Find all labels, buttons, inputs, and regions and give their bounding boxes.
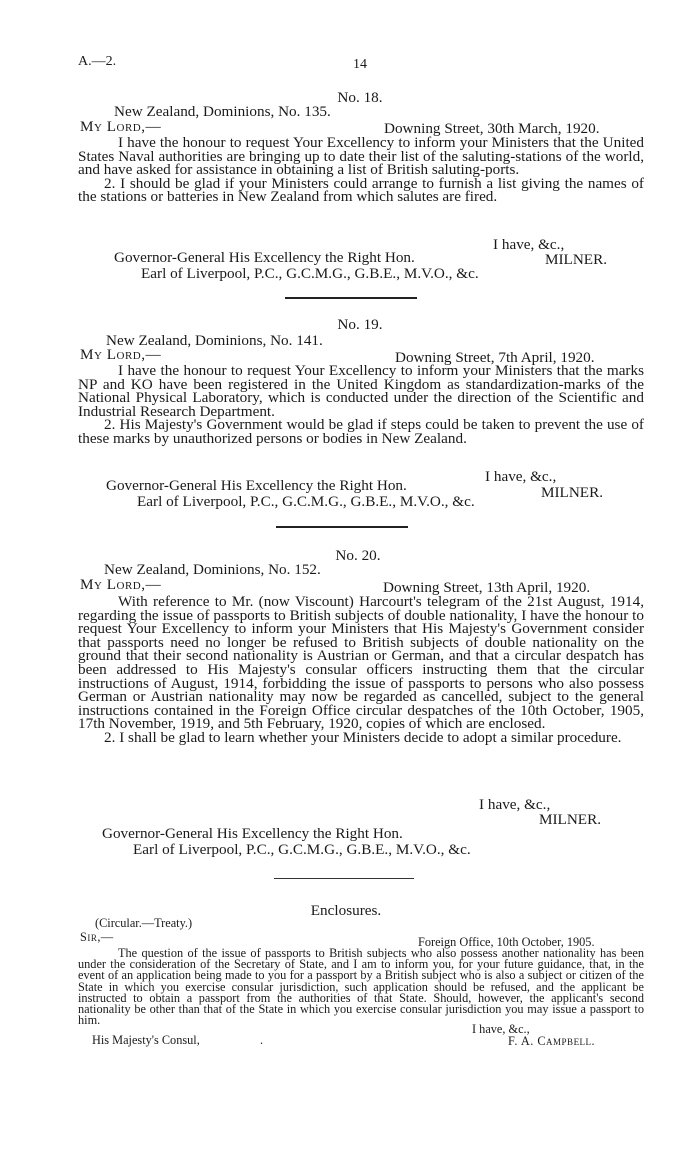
addressee-line: Earl of Liverpool, P.C., G.C.M.G., G.B.E., M.V.O., &c.: [137, 493, 475, 510]
enclosure-body: [78, 948, 644, 1026]
letter-paragraph: I have the honour to request Your Excellency to inform your Ministers that the United States Naval authorities are bringing up to date their list of the saluting-stations of the world, and have asked for assistance in obtaining a list of British saluting-ports.: [78, 134, 644, 179]
letter-signature: MILNER.: [541, 484, 604, 501]
letter-number: No. 20.: [335, 547, 381, 564]
letter-paragraph: I have the honour to request Your Excellency to inform your Ministers that the marks NP and KO have been registered in the United Kingdom as standardization-marks of the National Physical Laboratory, which is conducted under the direction of the Scientific and Industrial Research Department.: [78, 362, 644, 420]
letter-signature: MILNER.: [539, 811, 602, 828]
enclosure-signature: F. A. Campbell.: [508, 1034, 596, 1048]
letter-body: [78, 136, 644, 204]
letter-signature: MILNER.: [545, 251, 608, 268]
enclosure-place-date: Foreign Office, 10th October, 1905.: [418, 935, 595, 949]
section-divider: [274, 878, 414, 879]
letter-salutation: My Lord,—: [80, 346, 162, 363]
enclosure-addressee-mark: .: [260, 1033, 264, 1047]
letter-body: [78, 364, 644, 446]
letter-place-date: Downing Street, 7th April, 1920.: [395, 349, 595, 366]
section-divider: [285, 297, 417, 299]
enclosure-label: (Circular.—Treaty.): [95, 916, 193, 930]
letter-closing: I have, &c.,: [479, 796, 551, 813]
addressee-line: Earl of Liverpool, P.C., G.C.M.G., G.B.E., M.V.O., &c.: [141, 265, 479, 282]
letter-paragraph: With reference to Mr. (now Viscount) Harcourt's telegram of the 21st August, 1914, regarding the issue of passports to British subjects of double nationality, I have the honour to request Your Excellency to inform your Ministers that His Majesty's Government consider that passports need no longer be refused to British subjects of double nationality on the ground that their second nationality is Austrian or German, and that a circular despatch has been addressed to His Majesty's consular officers instructing them that the circular instructions of August, 1914, forbidding the issue of passports to persons who also possess German or Austrian nationality may now be regarded as cancelled, subject to the general instructions contained in the Foreign Office circular despatches of the 10th October, 1905, 17th November, 1919, and 5th February, 1920, copies of which are enclosed.: [78, 593, 644, 733]
addressee-line: Governor-General His Excellency the Right Hon.: [102, 825, 403, 842]
addressee-line: Earl of Liverpool, P.C., G.C.M.G., G.B.E., M.V.O., &c.: [133, 841, 471, 858]
letter-reference: New Zealand, Dominions, No. 152.: [104, 561, 321, 578]
addressee-line: Governor-General His Excellency the Right Hon.: [114, 249, 415, 266]
enclosure-paragraph: The question of the issue of passports to British subjects who also possess another nationality has been under the consideration of the Secretary of State, and I am to inform you, for your future guidance, that, in the event of an application being made to you for a passport by a British subject who is also a subject or citizen of the State in which you exercise consular jurisdiction, such application should be refused, and the applicant be instructed to obtain a passport from the authorities of that State. Should, however, the applicant's second nationality be other than that of the State in which you exercise consular jurisdiction you may issue a passport to him.: [78, 946, 644, 1028]
letter-number: No. 19.: [337, 316, 383, 333]
section-divider: [276, 526, 408, 528]
letter-place-date: Downing Street, 30th March, 1920.: [384, 120, 600, 137]
enclosure-closing: I have, &c.,: [472, 1022, 530, 1036]
letter-closing: I have, &c.,: [485, 468, 557, 485]
enclosure-salutation: Sir,—: [80, 930, 114, 944]
enclosure-addressee: His Majesty's Consul,: [92, 1033, 200, 1047]
letter-salutation: My Lord,—: [80, 118, 162, 135]
letter-paragraph: 2. His Majesty's Government would be glad if steps could be taken to prevent the use of these marks by unauthorized persons or bodies in New Zealand.: [78, 416, 644, 447]
page-header-reference: A.—2.: [78, 54, 117, 69]
addressee-line: Governor-General His Excellency the Right Hon.: [106, 477, 407, 494]
letter-reference: New Zealand, Dominions, No. 141.: [106, 332, 323, 349]
letter-place-date: Downing Street, 13th April, 1920.: [383, 579, 591, 596]
letter-body: [78, 595, 644, 745]
letter-salutation: My Lord,—: [80, 576, 162, 593]
letter-number: No. 18.: [337, 89, 383, 106]
enclosures-heading: Enclosures.: [310, 902, 382, 919]
letter-reference: New Zealand, Dominions, No. 135.: [114, 103, 331, 120]
letter-paragraph: 2. I shall be glad to learn whether your Ministers decide to adopt a similar procedure.: [104, 728, 622, 746]
letter-paragraph: 2. I should be glad if your Ministers could arrange to furnish a list giving the names of the stations or batteries in New Zealand from which salutes are fired.: [78, 174, 644, 206]
letter-closing: I have, &c.,: [493, 236, 565, 253]
page-number: 14: [353, 57, 367, 72]
